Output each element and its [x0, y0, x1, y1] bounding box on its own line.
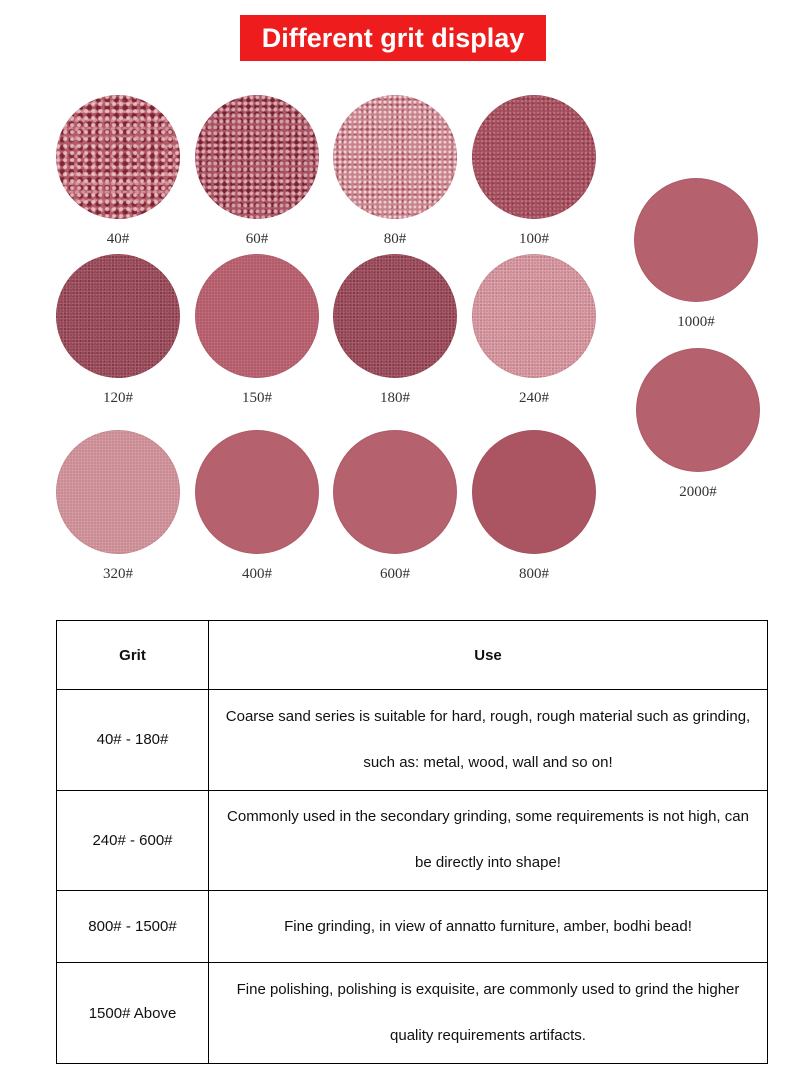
grit-label: 150# — [242, 390, 272, 406]
grit-label: 240# — [519, 390, 549, 406]
grit-use-table — [56, 620, 768, 1064]
grit-label: 1000# — [677, 314, 715, 330]
grit-label: 2000# — [679, 484, 717, 500]
use-column-header: Use — [209, 621, 768, 690]
use-description-cell: Fine grinding, in view of annatto furniture, amber, bodhi bead! — [209, 891, 768, 963]
grit-label: 320# — [103, 566, 133, 582]
grit-label: 800# — [519, 566, 549, 582]
sanding-disc-image — [56, 254, 180, 378]
table-row — [57, 690, 768, 791]
use-description-cell: Commonly used in the secondary grinding, some requirements is not high, can be directly into shape! — [209, 790, 768, 891]
grit-disc-item — [333, 430, 457, 583]
grit-label: 180# — [380, 390, 410, 406]
use-description-cell: Fine polishing, polishing is exquisite, are commonly used to grind the higher quality requirements artifacts. — [209, 963, 768, 1064]
grit-disc-item — [472, 430, 596, 583]
grit-label: 100# — [519, 231, 549, 247]
grit-disc-item — [333, 95, 457, 248]
grit-label: 600# — [380, 566, 410, 582]
sanding-disc-image — [56, 95, 180, 219]
page-title: Different grit display — [261, 22, 525, 53]
grit-label: 400# — [242, 566, 272, 582]
grit-disc-item — [195, 430, 319, 583]
grit-range-cell: 40# - 180# — [57, 690, 209, 791]
use-description-cell: Coarse sand series is suitable for hard, rough, rough material such as grinding, such as: metal, wood, wall and so on! — [209, 690, 768, 791]
grit-label: 60# — [245, 231, 269, 247]
grit-disc-item — [472, 95, 596, 248]
table-row — [57, 891, 768, 963]
sanding-disc-image — [472, 430, 596, 554]
sanding-disc-image — [472, 254, 596, 378]
sanding-disc-image — [333, 430, 457, 554]
grit-disc-item — [634, 178, 758, 331]
table-row — [57, 790, 768, 891]
grit-disc-item — [195, 254, 319, 407]
sanding-disc-image — [195, 430, 319, 554]
sanding-disc-image — [634, 178, 758, 302]
table-row — [57, 963, 768, 1064]
grit-disc-item — [56, 254, 180, 407]
grit-column-header: Grit — [57, 621, 209, 690]
sanding-disc-image — [333, 254, 457, 378]
grit-disc-item — [56, 430, 180, 583]
grit-range-cell: 240# - 600# — [57, 790, 209, 891]
sanding-disc-image — [333, 95, 457, 219]
grit-disc-item — [195, 95, 319, 248]
sanding-disc-image — [56, 430, 180, 554]
sanding-disc-image — [472, 95, 596, 219]
grit-disc-item — [636, 348, 760, 501]
sanding-disc-image — [195, 254, 319, 378]
page-title-banner — [240, 15, 546, 61]
sanding-disc-image — [636, 348, 760, 472]
grit-disc-item — [472, 254, 596, 407]
grit-label: 80# — [383, 231, 407, 247]
grit-disc-item — [333, 254, 457, 407]
table-header-row — [57, 621, 768, 690]
grit-range-cell: 800# - 1500# — [57, 891, 209, 963]
grit-label: 40# — [106, 231, 130, 247]
grit-range-cell: 1500# Above — [57, 963, 209, 1064]
grit-label: 120# — [103, 390, 133, 406]
grit-disc-item — [56, 95, 180, 248]
sanding-disc-image — [195, 95, 319, 219]
